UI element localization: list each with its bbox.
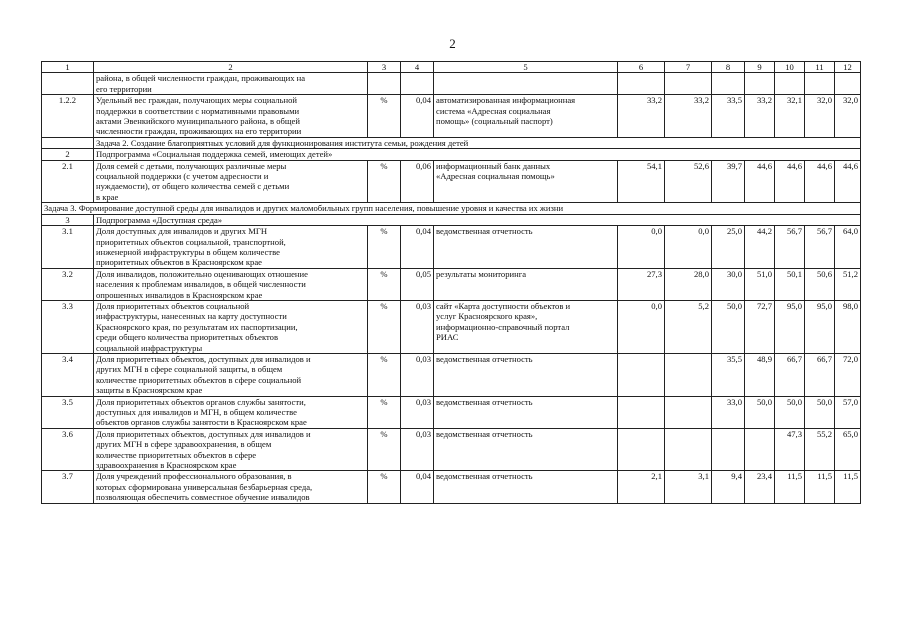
value-cell (618, 428, 665, 471)
page-number: 2 (449, 36, 456, 51)
source-cell: ведомственная отчетность (434, 353, 618, 396)
header-row (42, 62, 861, 73)
header-cell: 12 (835, 62, 861, 73)
value-cell: 11,5 (775, 471, 805, 503)
indicator-name: Доля приоритетных объектов, доступных для инвалидов и других МГН в сфере здравоохранения, в общем количестве приоритетных объектов в сфере здравоохранения в Красноярском крае (94, 428, 368, 471)
unit-cell: % (368, 471, 401, 503)
value-cell: 5,2 (665, 300, 712, 353)
row-number: 3.1 (42, 226, 94, 269)
row-number: 3.3 (42, 300, 94, 353)
table-row (42, 428, 861, 471)
header-cell: 8 (712, 62, 745, 73)
source-cell: ведомственная отчетность (434, 396, 618, 428)
value-cell (618, 353, 665, 396)
indicator-name: Доля приоритетных объектов органов службы занятости, доступных для инвалидов и МГН, в общем количестве объектов органов службы занятости в Красноярском крае (94, 396, 368, 428)
weight-cell (401, 73, 434, 95)
value-cell: 44,6 (745, 160, 775, 203)
value-cell: 0,0 (618, 300, 665, 353)
source-cell: ведомственная отчетность (434, 428, 618, 471)
source-cell: информационный банк данных «Адресная социальная помощь» (434, 160, 618, 203)
row-number: 3.7 (42, 471, 94, 503)
unit-cell: % (368, 160, 401, 203)
header-cell: 2 (94, 62, 368, 73)
indicator-name: Доля приоритетных объектов социальной инфраструктуры, нанесенных на карту доступности Красноярского края, по результатам их паспортизации, среди общего количества приоритетных объектов социальной инфраструктуры (94, 300, 368, 353)
unit-cell: % (368, 300, 401, 353)
task-title: Задача 2. Создание благоприятных условий для функционирования института семьи, рождения детей (94, 137, 861, 148)
header-cell: 10 (775, 62, 805, 73)
value-cell: 66,7 (805, 353, 835, 396)
value-cell: 32,0 (835, 95, 861, 138)
table-row (42, 160, 861, 203)
value-cell: 51,0 (745, 268, 775, 300)
value-cell (745, 73, 775, 95)
header-cell: 5 (434, 62, 618, 73)
value-cell: 32,1 (775, 95, 805, 138)
value-cell: 44,2 (745, 226, 775, 269)
row-number: 2.1 (42, 160, 94, 203)
value-cell: 28,0 (665, 268, 712, 300)
unit-cell: % (368, 353, 401, 396)
source-cell: ведомственная отчетность (434, 471, 618, 503)
indicator-name: района, в общей численности граждан, проживающих на его территории (94, 73, 368, 95)
weight-cell: 0,03 (401, 396, 434, 428)
indicator-name: Доля доступных для инвалидов и других МГН приоритетных объектов социальной, транспортной, инженерной инфраструктуры в общем количестве приоритетных объектов в Красноярском крае (94, 226, 368, 269)
source-cell: ведомственная отчетность (434, 226, 618, 269)
value-cell: 56,7 (805, 226, 835, 269)
task-row (42, 137, 861, 148)
value-cell: 50,6 (805, 268, 835, 300)
header-cell: 7 (665, 62, 712, 73)
value-cell: 44,6 (835, 160, 861, 203)
value-cell: 72,7 (745, 300, 775, 353)
weight-cell: 0,03 (401, 353, 434, 396)
value-cell: 23,4 (745, 471, 775, 503)
value-cell: 47,3 (775, 428, 805, 471)
header-cell: 3 (368, 62, 401, 73)
value-cell: 50,0 (805, 396, 835, 428)
value-cell: 33,2 (665, 95, 712, 138)
value-cell: 35,5 (712, 353, 745, 396)
source-cell: сайт «Карта доступности объектов и услуг Красноярского края», информационно-справочный портал РИАС (434, 300, 618, 353)
table-row (42, 471, 861, 503)
table-row (42, 268, 861, 300)
value-cell: 33,5 (712, 95, 745, 138)
value-cell: 98,0 (835, 300, 861, 353)
row-number: 2 (42, 149, 94, 160)
value-cell (745, 428, 775, 471)
indicator-name: Доля семей с детьми, получающих различные меры социальной поддержки (с учетом адресности и нуждаемости), от общего количества семей с детьми в крае (94, 160, 368, 203)
row-number: 3.5 (42, 396, 94, 428)
value-cell: 33,0 (712, 396, 745, 428)
unit-cell (368, 73, 401, 95)
row-number: 3.6 (42, 428, 94, 471)
value-cell: 95,0 (805, 300, 835, 353)
weight-cell: 0,04 (401, 95, 434, 138)
header-cell: 9 (745, 62, 775, 73)
value-cell: 11,5 (805, 471, 835, 503)
value-cell (805, 73, 835, 95)
value-cell: 55,2 (805, 428, 835, 471)
weight-cell: 0,03 (401, 300, 434, 353)
value-cell (665, 396, 712, 428)
value-cell: 33,2 (618, 95, 665, 138)
row-number: 3.2 (42, 268, 94, 300)
unit-cell: % (368, 95, 401, 138)
value-cell: 50,0 (712, 300, 745, 353)
value-cell: 44,6 (775, 160, 805, 203)
row-number (42, 137, 94, 148)
value-cell: 9,4 (712, 471, 745, 503)
header-cell: 11 (805, 62, 835, 73)
indicators-table (41, 61, 861, 504)
subprogram-title: Подпрограмма «Социальная поддержка семей, имеющих детей» (94, 149, 861, 160)
table-row (42, 396, 861, 428)
weight-cell: 0,05 (401, 268, 434, 300)
value-cell: 56,7 (775, 226, 805, 269)
value-cell: 54,1 (618, 160, 665, 203)
unit-cell: % (368, 396, 401, 428)
value-cell: 66,7 (775, 353, 805, 396)
value-cell (665, 353, 712, 396)
value-cell: 2,1 (618, 471, 665, 503)
value-cell: 0,0 (665, 226, 712, 269)
value-cell: 32,0 (805, 95, 835, 138)
task-title: Задача 3. Формирование доступной среды для инвалидов и других маломобильных групп населения, повышение уровня и качества их жизни (42, 203, 861, 214)
value-cell: 64,0 (835, 226, 861, 269)
subprogram-row (42, 149, 861, 160)
value-cell (835, 73, 861, 95)
value-cell: 3,1 (665, 471, 712, 503)
unit-cell: % (368, 428, 401, 471)
weight-cell: 0,04 (401, 471, 434, 503)
value-cell: 72,0 (835, 353, 861, 396)
value-cell: 57,0 (835, 396, 861, 428)
value-cell: 48,9 (745, 353, 775, 396)
value-cell: 50,0 (745, 396, 775, 428)
value-cell: 30,0 (712, 268, 745, 300)
value-cell: 65,0 (835, 428, 861, 471)
task-row (42, 203, 861, 214)
table-row (42, 300, 861, 353)
indicator-name: Доля приоритетных объектов, доступных для инвалидов и других МГН в сфере социальной защиты, в общем количестве приоритетных объектов в сфере социальной защиты в Красноярском крае (94, 353, 368, 396)
row-number: 3.4 (42, 353, 94, 396)
value-cell (618, 396, 665, 428)
row-number (42, 73, 94, 95)
header-cell: 1 (42, 62, 94, 73)
value-cell: 27,3 (618, 268, 665, 300)
unit-cell: % (368, 226, 401, 269)
indicator-name: Удельный вес граждан, получающих меры социальной поддержки в соответствии с нормативными правовыми актами Эвенкийского муниципального района, в общей численности граждан, проживающих на его территории (94, 95, 368, 138)
value-cell: 51,2 (835, 268, 861, 300)
table-row (42, 95, 861, 138)
value-cell: 50,1 (775, 268, 805, 300)
value-cell: 39,7 (712, 160, 745, 203)
value-cell: 11,5 (835, 471, 861, 503)
value-cell (665, 428, 712, 471)
weight-cell: 0,06 (401, 160, 434, 203)
indicator-name: Доля инвалидов, положительно оценивающих отношение населения к проблемам инвалидов, в общей численности опрошенных инвалидов в Красноярском крае (94, 268, 368, 300)
source-cell: автоматизированная информационная система «Адресная социальная помощь» (социальный паспорт) (434, 95, 618, 138)
value-cell (712, 428, 745, 471)
table-row (42, 226, 861, 269)
value-cell (665, 73, 712, 95)
table-row (42, 73, 861, 95)
value-cell: 50,0 (775, 396, 805, 428)
value-cell (712, 73, 745, 95)
row-number: 3 (42, 214, 94, 225)
header-cell: 6 (618, 62, 665, 73)
source-cell (434, 73, 618, 95)
value-cell: 44,6 (805, 160, 835, 203)
value-cell: 95,0 (775, 300, 805, 353)
weight-cell: 0,04 (401, 226, 434, 269)
subprogram-row (42, 214, 861, 225)
unit-cell: % (368, 268, 401, 300)
value-cell: 25,0 (712, 226, 745, 269)
header-cell: 4 (401, 62, 434, 73)
value-cell: 33,2 (745, 95, 775, 138)
weight-cell: 0,03 (401, 428, 434, 471)
row-number: 1.2.2 (42, 95, 94, 138)
table-row (42, 353, 861, 396)
source-cell: результаты мониторинга (434, 268, 618, 300)
indicator-name: Доля учреждений профессионального образования, в которых сформирована универсальная безбарьерная среда, позволяющая обеспечить совместное обучение инвалидов (94, 471, 368, 503)
subprogram-title: Подпрограмма «Доступная среда» (94, 214, 861, 225)
value-cell (775, 73, 805, 95)
value-cell (618, 73, 665, 95)
value-cell: 52,6 (665, 160, 712, 203)
value-cell: 0,0 (618, 226, 665, 269)
